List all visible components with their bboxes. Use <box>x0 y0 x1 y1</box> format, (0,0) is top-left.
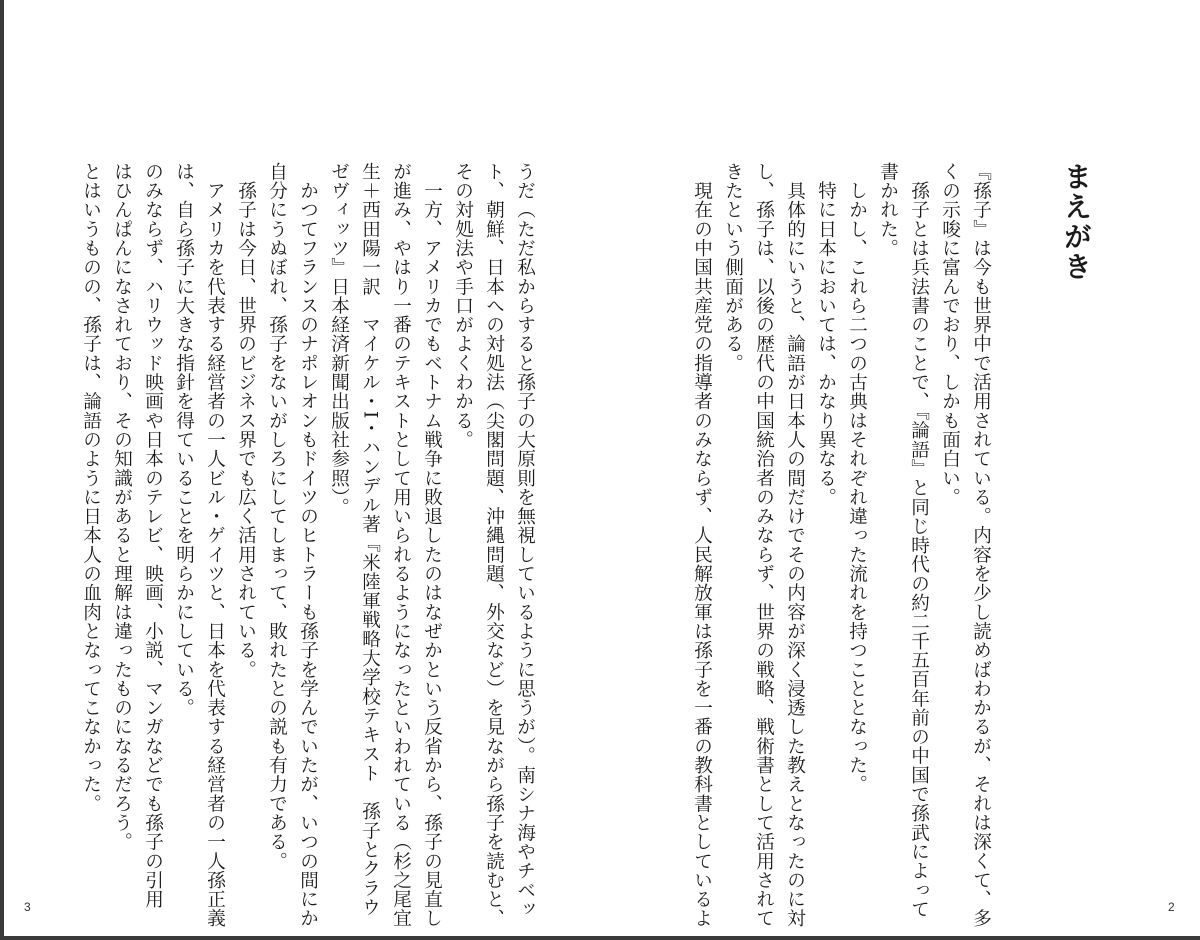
text-line: 自分にうぬぼれ、孫子をないがしろにしてしまって、敗れたとの説も有力である。 <box>266 162 288 871</box>
text-line: 特に日本においては、かなり異なる。 <box>815 162 837 507</box>
text-line: うだ（ただ私からすると孫子の大原則を無視しているように思うが）。南シナ海やチベッ <box>514 162 536 919</box>
text-line: 生＋西田陽一訳 マイケル・I・ハンデル著『米陸軍戦略大学校テキスト 孫子とクラウ <box>359 162 381 917</box>
text-line: はひんぱんになされており、その知識があると理解は違ったものになるだろう。 <box>111 162 133 852</box>
text-line: ト、朝鮮、日本への対処法（尖閣問題、沖縄問題、外交など）を見ながら孫子を読むと、 <box>483 162 505 928</box>
text-line: が進み、やはり一番のテキストとして用いられるようになったといわれている（杉之尾宜 <box>390 162 412 928</box>
text-line: 書かれた。 <box>877 162 899 258</box>
text-line: 一方、アメリカでもベトナム戦争に敗退したのはなぜかという反省から、孫子の見直し <box>421 162 443 928</box>
text-line: のみならず、ハリウッド映画や日本のテレビ、映画、小説、マンガなどでも孫子の引用 <box>142 162 164 909</box>
text-line: 具体的にいうと、論語が日本人の間だけでその内容が深く浸透した教えとなったのに対 <box>784 162 806 928</box>
text-line: くの示唆に富んでおり、しかも面白い。 <box>939 162 961 507</box>
text-line: きたという側面がある。 <box>722 162 744 373</box>
text-line: 『孫子』は今も世界中で活用されている。内容を少し読めばわかるが、それは深くて、多 <box>970 162 992 928</box>
text-line: は、自ら孫子に大きな指針を得ていることを明らかにしている。 <box>173 162 195 718</box>
text-line: し、孫子は、以後の歴代の中国統治者のみならず、世界の戦略、戦術書として活用されて <box>753 162 775 928</box>
page-number-left: 3 <box>24 900 31 914</box>
right-page <box>600 0 1200 940</box>
text-line: とはいうものの、孫子は、論語のように日本人の血肉となってこなかった。 <box>80 162 102 814</box>
text-line: その対処法や手口がよくわかる。 <box>452 162 474 450</box>
text-line: かつてフランスのナポレオンもドイツのヒトラーも孫子を学んでいたが、いつの間にか <box>297 162 319 928</box>
text-line: 孫子とは兵法書のことで、『論語』と同じ時代の約二千五百年前の中国で孫武によって <box>908 162 930 919</box>
text-line: しかし、これら二つの古典はそれぞれ違った流れを持つこととなった。 <box>846 162 868 794</box>
chapter-title: まえがき <box>1060 162 1093 282</box>
text-line: アメリカを代表する経営者の一人ビル・ゲイツと、日本を代表する経営者の一人孫正義 <box>204 162 226 928</box>
text-line: 孫子は今日、世界のビジネス界でも広く活用されている。 <box>235 162 257 680</box>
text-line: ゼヴィッツ』日本経済新聞出版社参照）。 <box>328 162 350 517</box>
text-line: 現在の中国共産党の指導者のみならず、人民解放軍は孫子を一番の教科書としているよ <box>691 162 713 928</box>
page-number-right: 2 <box>1168 900 1175 914</box>
